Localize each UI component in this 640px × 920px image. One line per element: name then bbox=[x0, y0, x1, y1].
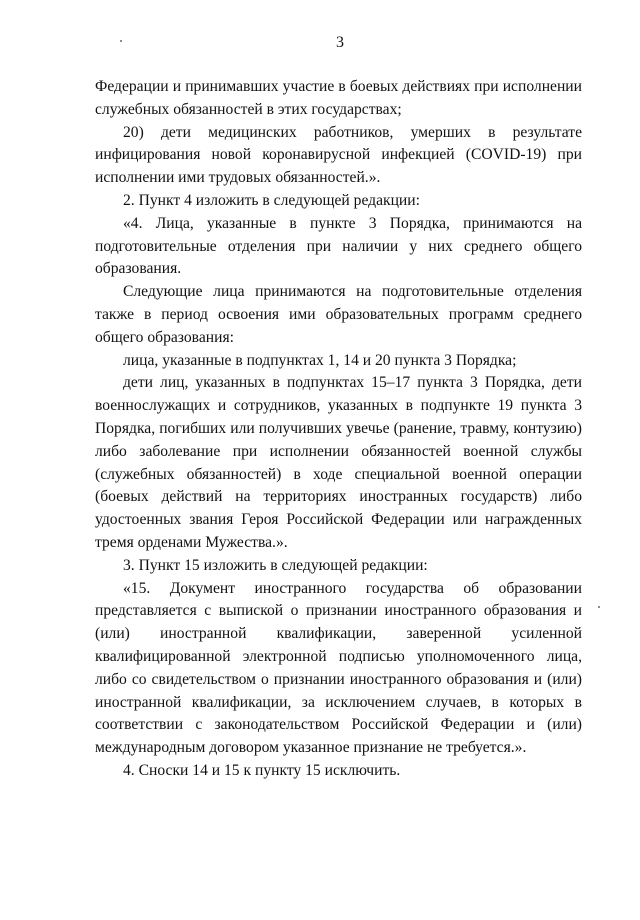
paragraph-continuation: Федерации и принимавших участие в боевых действиях при исполнении служебных обязанностей в этих государствах; bbox=[95, 78, 582, 118]
paragraph-item-20: 20) дети медицинских работников, умерших в результате инфицирования новой коронавирусной инфекцией (COVID-19) при исполнении ими трудовых обязанностей.». bbox=[95, 123, 582, 187]
scan-speck bbox=[598, 606, 600, 608]
page-number: 3 bbox=[336, 34, 344, 51]
paragraph-children: дети лиц, указанных в подпунктах 15–17 пункта 3 Порядка, дети военнослужащих и сотрудников, указанных в подпункте 19 пункта 3 Порядка, погибших или получивших увечье (ранение, травму, контузию) либо заболевание при исполнении обязанностей военной службы (служебных обязанностей) в ходе специальной военной операции (боевых действий на территориях иностранных государств) либо удостоенных звания Героя Российской Федерации или награжденных тремя орденами Мужества.». bbox=[95, 374, 582, 551]
paragraph-persons-list: лица, указанные в подпунктах 1, 14 и 20 пункта 3 Порядка; bbox=[123, 351, 517, 369]
paragraph-point-3: 3. Пункт 15 изложить в следующей редакции: bbox=[123, 556, 428, 574]
paragraph-following-persons: Следующие лица принимаются на подготовительные отделения также в период освоения ими образовательных программ среднего общего образования: bbox=[95, 283, 582, 346]
scan-speck bbox=[120, 40, 122, 42]
paragraph-new-point-15: «15. Документ иностранного государства об образовании представляется с выпиской о признании иностранного образования и (или) иностранной квалификации, заверенной усиленной квалифицированной электронной подписью уполномоченного лица, либо со свидетельством о признании иностранного образования и (или) иностранной квалификации, за исключением случаев, в которых в соответствии с законодательством Российской Федерации и (или) международным договором указанное признание не требуется.». bbox=[95, 579, 582, 757]
paragraph-point-2: 2. Пункт 4 изложить в следующей редакции: bbox=[123, 191, 420, 209]
paragraph-point-4-footnotes: 4. Сноски 14 и 15 к пункту 15 исключить. bbox=[123, 761, 401, 779]
paragraph-new-point-4: «4. Лица, указанные в пункте 3 Порядка, принимаются на подготовительные отделения при наличии у них среднего общего образования. bbox=[95, 214, 582, 278]
document-body bbox=[95, 76, 582, 783]
